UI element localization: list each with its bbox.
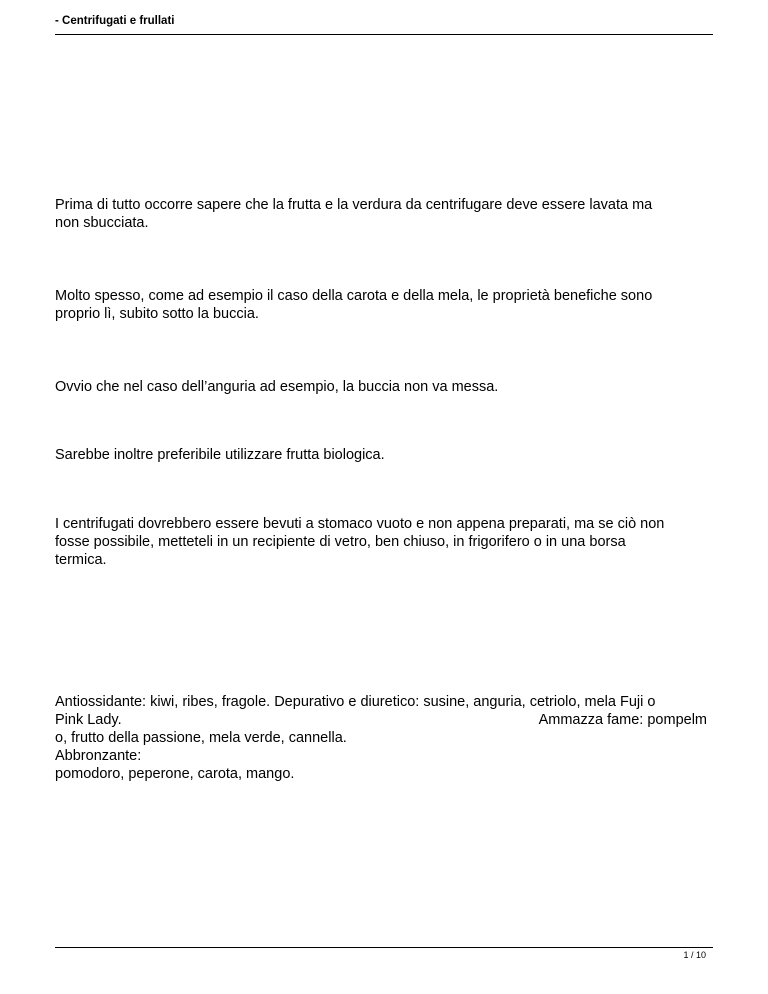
paragraph-washing (55, 196, 715, 232)
text-line: Sarebbe inoltre preferibile utilizzare frutta biologica. (55, 447, 385, 463)
paragraph-peel-properties (55, 287, 715, 323)
text-line: I centrifugati dovrebbero essere bevuti a stomaco vuoto e non appena preparati, ma se ciò non (55, 516, 665, 532)
text-line: Abbronzante: (55, 748, 142, 764)
text-line: Prima di tutto occorre sapere che la frutta e la verdura da centrifugare deve essere lavata ma (55, 197, 653, 213)
text-line: non sbucciata. (55, 215, 149, 231)
text-fragment-left: Pink Lady. (55, 712, 122, 728)
text-line: fosse possibile, metteteli in un recipiente di vetro, ben chiuso, in frigorifero o in una borsa (55, 534, 626, 550)
text-line: termica. (55, 552, 107, 568)
paragraph-recipes (55, 693, 715, 783)
footer-divider (55, 947, 713, 948)
text-line-split (55, 711, 707, 729)
text-line: o, frutto della passione, mela verde, cannella. (55, 730, 347, 746)
text-line: proprio lì, subito sotto la buccia. (55, 306, 259, 322)
text-line: Ovvio che nel caso dell’anguria ad esempio, la buccia non va messa. (55, 379, 499, 395)
page-header-title: - Centrifugati e frullati (55, 15, 175, 27)
text-line: Antiossidante: kiwi, ribes, fragole. Depurativo e diuretico: susine, anguria, cetriolo, mela Fuji o (55, 694, 656, 710)
text-line: Molto spesso, come ad esempio il caso della carota e della mela, le proprietà benefiche sono (55, 288, 653, 304)
text-fragment-right: Ammazza fame: pompelm (538, 712, 707, 728)
header-divider (55, 34, 713, 35)
text-line: pomodoro, peperone, carota, mango. (55, 766, 295, 782)
paragraph-storage (55, 515, 715, 569)
page-number: 1 / 10 (683, 950, 706, 960)
paragraph-watermelon (55, 378, 715, 396)
paragraph-organic (55, 446, 715, 464)
